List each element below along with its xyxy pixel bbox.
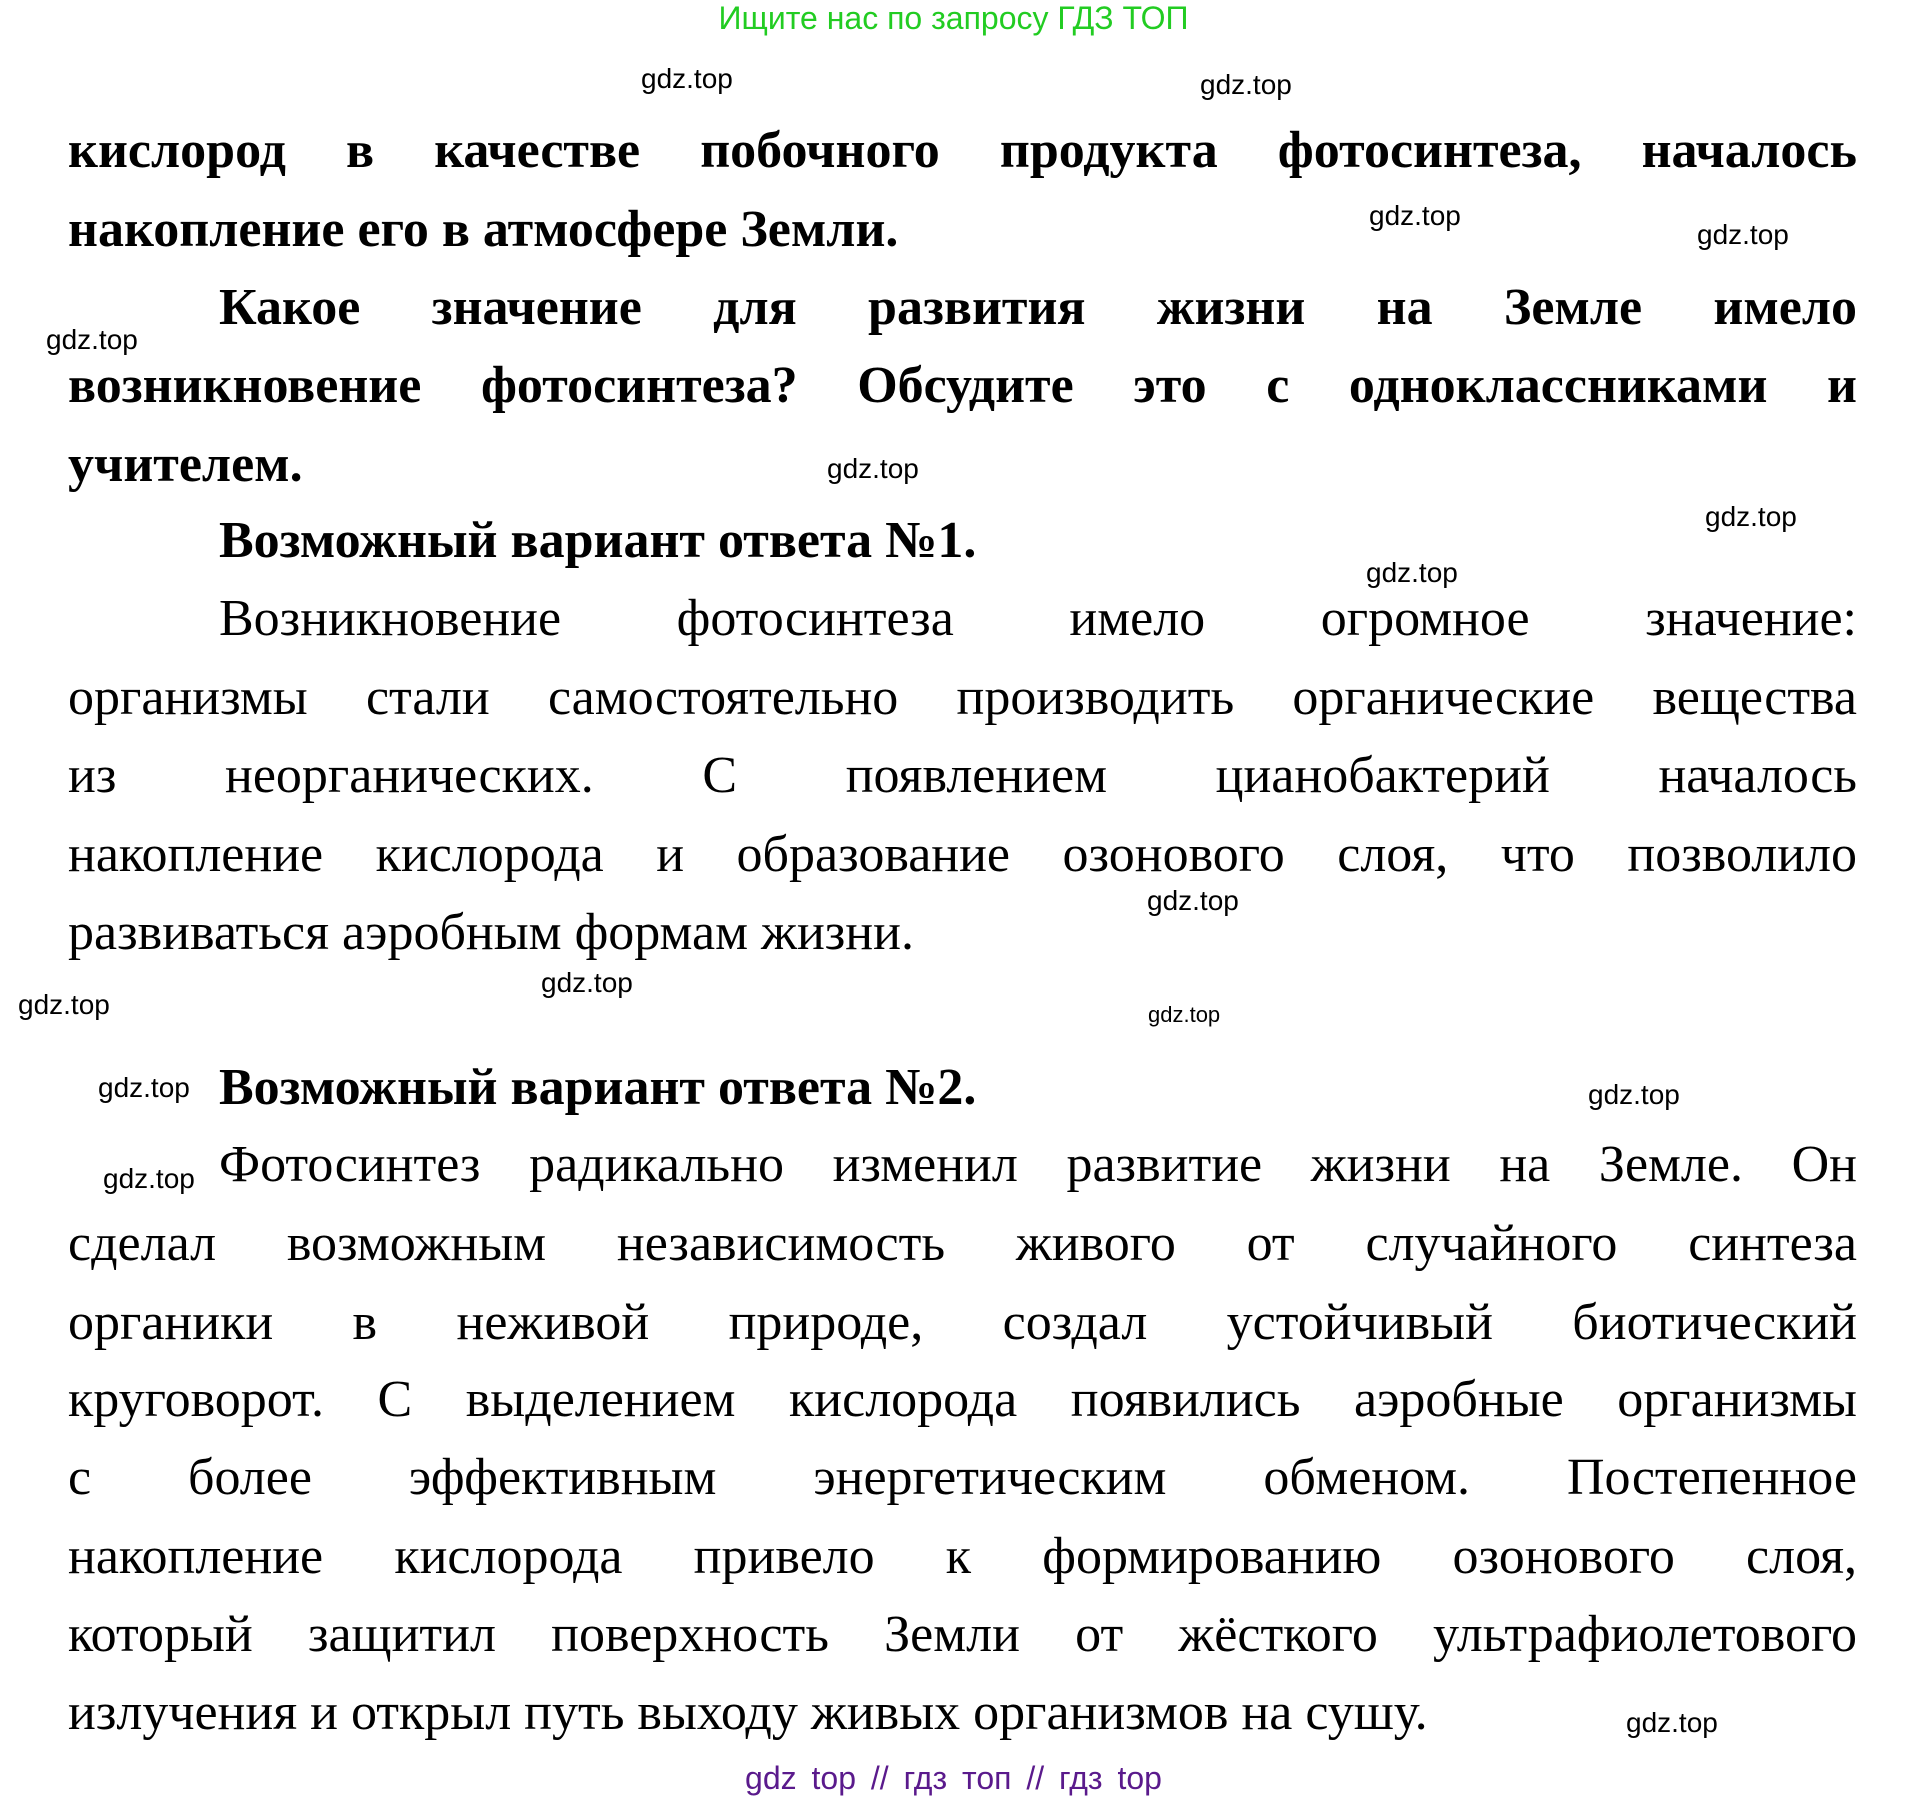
watermark: gdz.top (18, 989, 110, 1020)
answer1-line: накопление кислорода и образование озонового слоя, что позволило (68, 826, 1857, 883)
watermark: gdz.top (46, 324, 138, 355)
answer2-line: с более эффективным энергетическим обменом. Постепенное (68, 1449, 1857, 1506)
watermark: gdz.top (1200, 69, 1292, 100)
watermark: gdz.top (541, 967, 633, 998)
watermark: gdz.top (1366, 557, 1458, 588)
answer1-line: Возникновение фотосинтеза имело огромное значение: (219, 590, 1857, 647)
watermark: gdz.top (1147, 885, 1239, 916)
question-line: возникновение фотосинтеза? Обсудите это с одноклассниками и (68, 357, 1857, 414)
watermark: gdz.top (1588, 1079, 1680, 1110)
answer2-line: Фотосинтез радикально изменил развитие жизни на Земле. Он (219, 1136, 1857, 1193)
watermark: gdz.top (1148, 1002, 1221, 1027)
answer2-line: круговорот. С выделением кислорода появились аэробные организмы (68, 1371, 1857, 1428)
answer2-heading: Возможный вариант ответа №2. (219, 1059, 977, 1116)
watermark: gdz.top (641, 63, 733, 94)
answer1-heading: Возможный вариант ответа №1. (219, 512, 977, 569)
question-line: учителем. (68, 436, 303, 493)
footer-links: gdz top // гдз топ // гдз top (745, 1760, 1162, 1796)
intro-line: кислород в качестве побочного продукта фотосинтеза, началось (68, 122, 1857, 179)
watermark: gdz.top (1626, 1707, 1718, 1738)
answer2-line: накопление кислорода привело к формированию озонового слоя, (68, 1528, 1857, 1585)
search-hint-banner: Ищите нас по запросу ГДЗ ТОП (718, 0, 1189, 36)
watermark: gdz.top (1369, 200, 1461, 231)
answer2-line: который защитил поверхность Земли от жёсткого ультрафиолетового (68, 1606, 1857, 1663)
answer1-line: организмы стали самостоятельно производить органические вещества (68, 669, 1857, 726)
watermark: gdz.top (827, 453, 919, 484)
answer2-line: сделал возможным независимость живого от случайного синтеза (68, 1215, 1857, 1272)
answer1-line: из неорганических. С появлением цианобактерий началось (68, 747, 1857, 804)
watermark: gdz.top (1705, 501, 1797, 532)
watermark: gdz.top (1697, 219, 1789, 250)
question-line: Какое значение для развития жизни на Земле имело (219, 279, 1857, 336)
answer2-line: органики в неживой природе, создал устойчивый биотический (68, 1294, 1857, 1351)
watermark: gdz.top (103, 1163, 195, 1194)
answer2-line: излучения и открыл путь выходу живых организмов на сушу. (68, 1684, 1428, 1741)
intro-line: накопление его в атмосфере Земли. (68, 201, 899, 258)
answer1-line: развиваться аэробным формам жизни. (68, 904, 914, 961)
watermark: gdz.top (98, 1072, 190, 1103)
